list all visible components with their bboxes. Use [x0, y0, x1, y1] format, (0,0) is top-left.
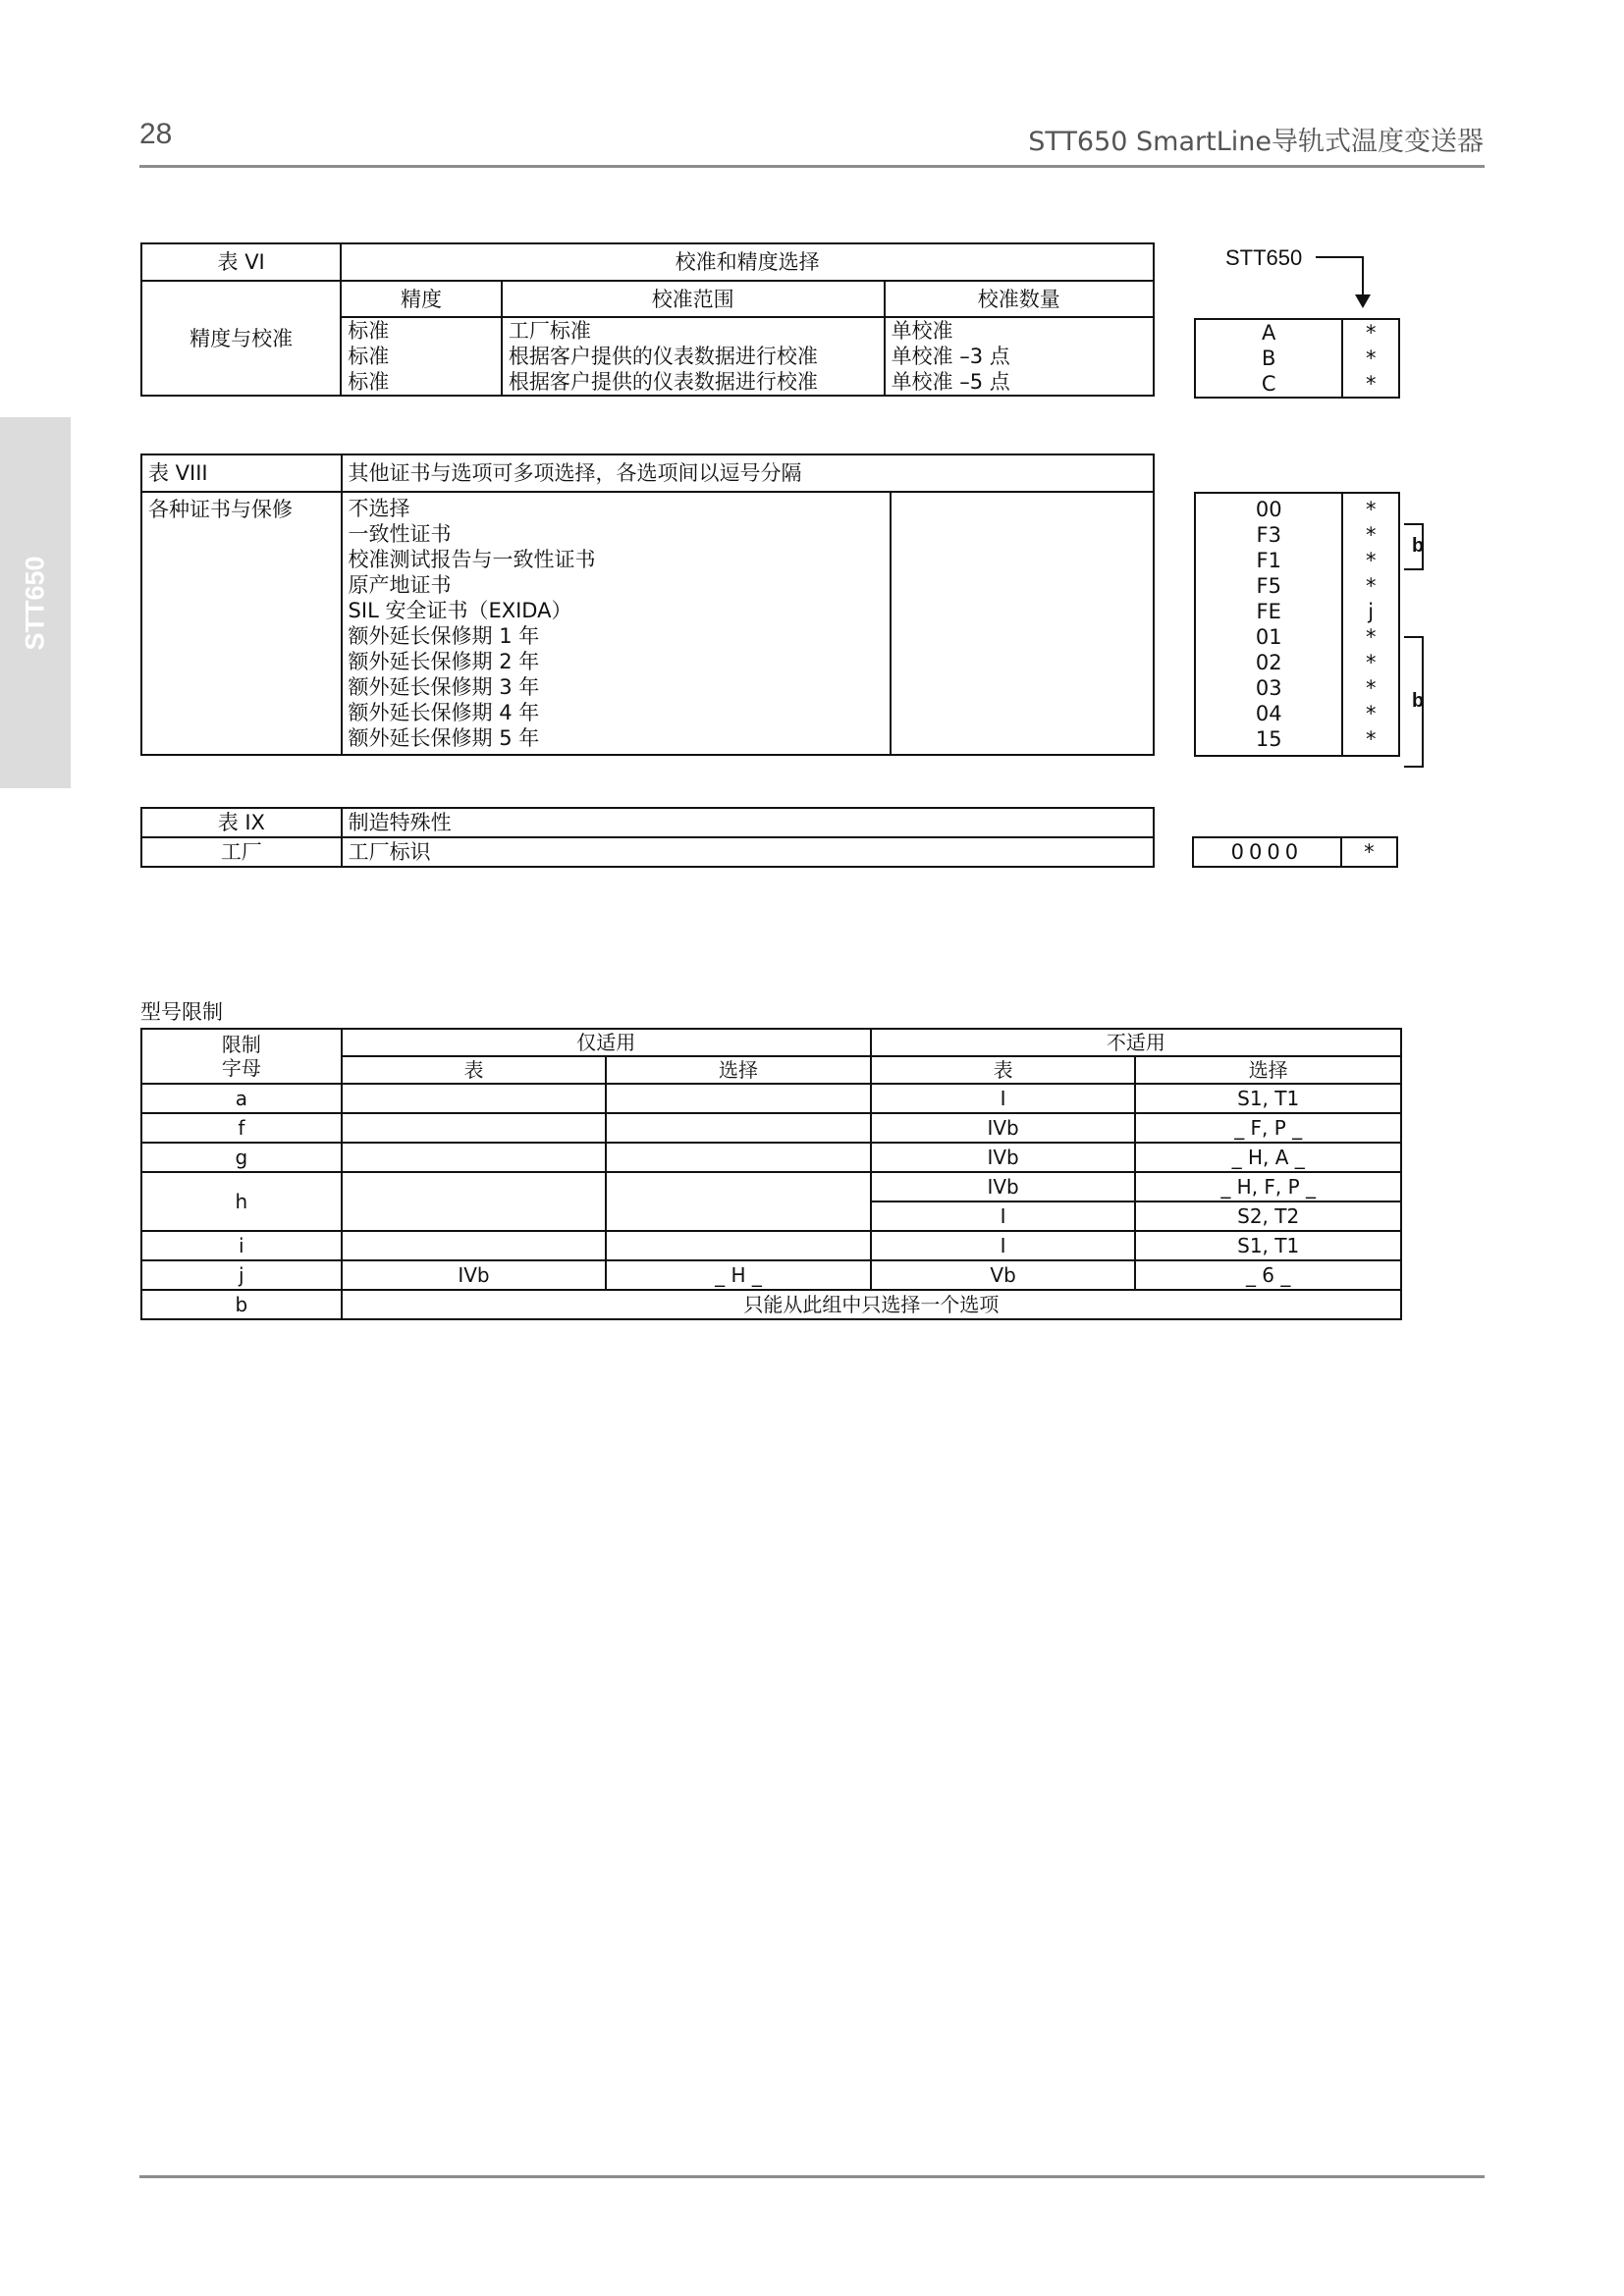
table-ix-row-desc: 工厂标识	[342, 837, 1154, 867]
empty-cell	[891, 492, 1154, 755]
table-viii-codes	[1194, 492, 1400, 757]
table-viii-title: 表 VIII	[141, 454, 342, 492]
accuracy-cell: 标准 标准 标准	[341, 317, 502, 396]
factory-code: 0000	[1193, 837, 1341, 867]
only-table-header: 表	[342, 1056, 607, 1084]
list-item: 校准测试报告与一致性证书	[348, 548, 596, 571]
list-item: 额外延长保修期 2 年	[348, 650, 540, 673]
code-column: A B C	[1195, 319, 1342, 398]
header-rule	[139, 165, 1485, 168]
table-row: I S2, T2	[141, 1201, 1401, 1231]
table-viii	[140, 454, 1155, 756]
restrictions-table	[140, 1028, 1402, 1320]
model-arrow-icon	[1314, 253, 1382, 312]
code-column: 00 F3 F1 F5 FE 01 02 03 04 15	[1195, 493, 1342, 756]
table-ix	[140, 807, 1155, 868]
col-header-accuracy: 精度	[341, 281, 502, 317]
table-vi	[140, 242, 1155, 397]
factory-code-avail: *	[1341, 837, 1397, 867]
availability-column: * * *	[1342, 319, 1399, 398]
table-row: a I S1, T1	[141, 1084, 1401, 1113]
count-cell: 单校准 单校准 –3 点 单校准 –5 点	[885, 317, 1154, 396]
list-item: 额外延长保修期 3 年	[348, 675, 540, 699]
col-header-range: 校准范围	[502, 281, 885, 317]
list-item: 一致性证书	[348, 522, 452, 546]
letter-header: 限制 字母	[141, 1029, 342, 1084]
document-title: STT650 SmartLine导轨式温度变送器	[1028, 127, 1484, 157]
group-bracket-label-1: b	[1412, 535, 1425, 557]
table-ix-title: 表 IX	[141, 808, 342, 837]
certificate-list	[342, 492, 891, 755]
group-bracket-label-2: b	[1412, 690, 1425, 712]
table-vi-title: 表 VI	[141, 243, 341, 281]
table-row: f IVb _ F, P _	[141, 1113, 1401, 1143]
list-item: 额外延长保修期 1 年	[348, 624, 540, 648]
list-item: 不选择	[348, 497, 410, 520]
table-vi-row-label: 精度与校准	[141, 281, 341, 396]
table-viii-heading: 其他证书与选项可多项选择，各选项间以逗号分隔	[342, 454, 1154, 492]
list-item: 额外延长保修期 4 年	[348, 701, 540, 724]
table-row: j IVb _ H _ Vb _ 6 _	[141, 1260, 1401, 1290]
table-viii-row-label: 各种证书与保修	[141, 492, 342, 755]
range-cell: 工厂标准 根据客户提供的仪表数据进行校准 根据客户提供的仪表数据进行校准	[502, 317, 885, 396]
not-table-header: 表	[871, 1056, 1136, 1084]
table-row: b 只能从此组中只选择一个选项	[141, 1290, 1401, 1319]
restrictions-title: 型号限制	[140, 1000, 223, 1024]
only-header: 仅适用	[342, 1029, 871, 1056]
table-row: h IVb _ H, F, P _	[141, 1172, 1401, 1201]
table-row: g IVb _ H, A _	[141, 1143, 1401, 1172]
not-select-header: 选择	[1135, 1056, 1401, 1084]
table-ix-codes	[1192, 836, 1398, 868]
availability-column: * * * * j * * * * *	[1342, 493, 1399, 756]
only-select-header: 选择	[606, 1056, 871, 1084]
not-header: 不适用	[871, 1029, 1401, 1056]
model-label: STT650	[1225, 245, 1303, 270]
page-number: 28	[139, 118, 173, 150]
list-item: 原产地证书	[348, 573, 452, 597]
table-ix-heading: 制造特殊性	[342, 808, 1154, 837]
footer-rule	[139, 2175, 1485, 2178]
table-vi-heading: 校准和精度选择	[341, 243, 1154, 281]
side-tab-label: STT650	[20, 555, 50, 651]
table-row: i I S1, T1	[141, 1231, 1401, 1260]
col-header-count: 校准数量	[885, 281, 1154, 317]
list-item: 额外延长保修期 5 年	[348, 726, 540, 750]
table-vi-codes	[1194, 318, 1400, 399]
list-item: SIL 安全证书（EXIDA）	[348, 599, 572, 622]
table-ix-row-label: 工厂	[141, 837, 342, 867]
